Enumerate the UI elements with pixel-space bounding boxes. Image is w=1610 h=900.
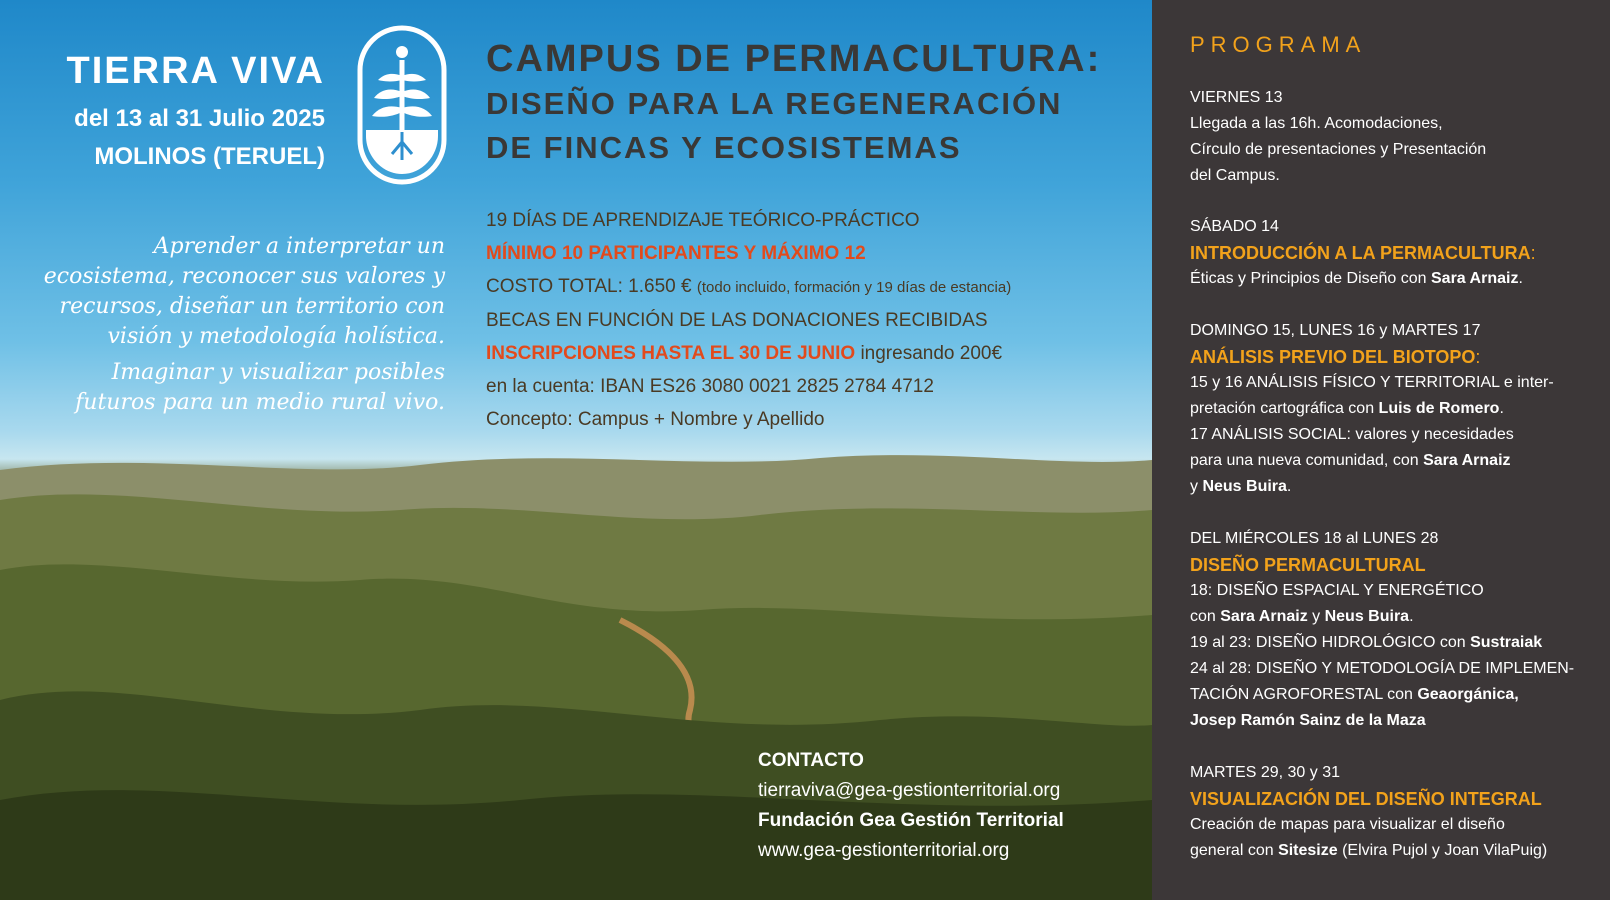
session-line [1190, 604, 1600, 630]
program-days-4 [1190, 526, 1600, 734]
cost-note: (todo incluido, formación y 19 días de estancia) [696, 279, 1012, 296]
contact-block [758, 746, 1064, 866]
session-line: del Campus. [1190, 167, 1280, 184]
program-days-3 [1190, 318, 1600, 500]
line-text: TACIÓN AGROFORESTAL con [1190, 686, 1418, 703]
session-line [1190, 266, 1600, 292]
day-label: MARTES 29, 30 y 31 [1190, 764, 1340, 781]
contact-website-link[interactable]: www.gea-gestionterritorial.org [758, 840, 1010, 861]
line-text: . [1499, 400, 1504, 417]
day-label: VIERNES 13 [1190, 89, 1283, 106]
day-label: DEL MIÉRCOLES 18 al LUNES 28 [1190, 530, 1439, 547]
line-text: pretación cartográfica con [1190, 400, 1379, 417]
title-line-1: CAMPUS DE PERMACULTURA: [486, 38, 1102, 80]
session-line [1190, 448, 1600, 474]
program-title: PROGRAMA [1190, 32, 1367, 57]
line-text: 19 al 23: DISEÑO HIDROLÓGICO con [1190, 634, 1471, 651]
session-line: 15 y 16 ANÁLISIS FÍSICO Y TERRITORIAL e inter- [1190, 374, 1554, 391]
heading-text: INTRODUCCIÓN A LA PERMACULTURA [1190, 243, 1531, 263]
campus-details [486, 204, 1146, 436]
line-text: (Elvira Pujol y Joan VilaPuig) [1337, 842, 1548, 859]
session-line [1190, 474, 1600, 500]
speaker-name: Neus Buira [1202, 478, 1287, 495]
line-text: . [1286, 478, 1292, 495]
line-text: y [1190, 478, 1203, 495]
line-text: y [1307, 608, 1325, 625]
enroll-note: ingresando 200€ [860, 343, 1003, 364]
event-dates: del 13 al 31 Julio 2025 [74, 105, 325, 132]
detail-concept: Concepto: Campus + Nombre y Apellido [486, 409, 825, 430]
campus-title [486, 36, 1126, 170]
tree-logo-icon [356, 24, 448, 186]
brand-name: TIERRA VIVA [66, 50, 325, 92]
program-days-5 [1190, 760, 1600, 864]
day-label: DOMINGO 15, LUNES 16 y MARTES 17 [1190, 322, 1481, 339]
contact-organization: Fundación Gea Gestión Territorial [758, 810, 1064, 831]
contact-email-link[interactable]: tierraviva@gea-gestionterritorial.org [758, 780, 1061, 801]
speaker-name: Sitesize [1278, 842, 1338, 859]
session-line [1190, 708, 1600, 734]
session-line: 24 al 28: DISEÑO Y METODOLOGÍA DE IMPLEMEN- [1190, 660, 1575, 677]
enroll-deadline: INSCRIPCIONES HASTA EL 30 DE JUNIO [486, 343, 856, 364]
cost-value: COSTO TOTAL: 1.650 € [486, 276, 692, 297]
line-text: para una nueva comunidad, con [1190, 452, 1424, 469]
title-line-3: DE FINCAS Y ECOSISTEMAS [486, 130, 962, 165]
speaker-name: Luis de Romero [1378, 400, 1500, 417]
session-line: Círculo de presentaciones y Presentación [1190, 141, 1487, 158]
intro-text [40, 232, 445, 424]
line-text: . [1518, 270, 1523, 287]
detail-participants: MÍNIMO 10 PARTICIPANTES Y MÁXIMO 12 [486, 243, 866, 264]
program-day-2 [1190, 214, 1600, 292]
detail-days: 19 DÍAS DE APRENDIZAJE TEÓRICO-PRÁCTICO [486, 210, 920, 231]
event-location: MOLINOS (TERUEL) [94, 143, 325, 170]
intro-paragraph-2: Imaginar y visualizar posibles futuros para un medio rural vivo. [75, 360, 445, 415]
speaker-name: Geaorgánica, [1417, 686, 1519, 703]
session-heading: DISEÑO PERMACULTURAL [1190, 555, 1426, 575]
program-day-1 [1190, 85, 1600, 189]
session-line [1190, 838, 1600, 864]
line-text: con [1190, 608, 1221, 625]
session-line [1190, 630, 1600, 656]
intro-paragraph-1: Aprender a interpretar un ecosistema, reconocer sus valores y recursos, diseñar un territorio con visión y metodología holística. [43, 234, 445, 349]
detail-account: en la cuenta: IBAN ES26 3080 0021 2825 2784 4712 [486, 376, 934, 397]
speaker-name: Josep Ramón Sainz de la Maza [1190, 712, 1426, 729]
session-heading: VISUALIZACIÓN DEL DISEÑO INTEGRAL [1190, 789, 1542, 809]
heading-text: ANÁLISIS PREVIO DEL BIOTOPO [1190, 347, 1476, 367]
session-line: 18: DISEÑO ESPACIAL Y ENERGÉTICO [1190, 582, 1484, 599]
speaker-name: Sara Arnaiz [1423, 452, 1511, 469]
day-label: SÁBADO 14 [1190, 218, 1279, 235]
session-line: Creación de mapas para visualizar el diseño [1190, 816, 1505, 833]
program-panel [1152, 0, 1610, 900]
detail-grants: BECAS EN FUNCIÓN DE LAS DONACIONES RECIBIDAS [486, 310, 988, 331]
speaker-name: Neus Buira [1324, 608, 1410, 625]
detail-cost [486, 270, 1146, 304]
session-line: Llegada a las 16h. Acomodaciones, [1190, 115, 1443, 132]
detail-enroll [486, 337, 1146, 370]
speaker-name: Sara Arnaiz [1220, 608, 1308, 625]
session-heading: INTRODUCCIÓN A LA PERMACULTURA: [1190, 243, 1536, 263]
speaker-name: Sara Arnaiz [1431, 270, 1519, 287]
contact-label: CONTACTO [758, 750, 864, 771]
speaker-name: Sustraiak [1470, 634, 1543, 651]
session-line: 17 ANÁLISIS SOCIAL: valores y necesidades [1190, 426, 1514, 443]
session-line [1190, 396, 1600, 422]
line-text: . [1409, 608, 1414, 625]
line-text: Éticas y Principios de Diseño con [1190, 270, 1431, 287]
line-text: general con [1190, 842, 1279, 859]
session-heading: ANÁLISIS PREVIO DEL BIOTOPO: [1190, 347, 1481, 367]
title-line-2: DISEÑO PARA LA REGENERACIÓN [486, 86, 1063, 121]
session-line [1190, 682, 1600, 708]
